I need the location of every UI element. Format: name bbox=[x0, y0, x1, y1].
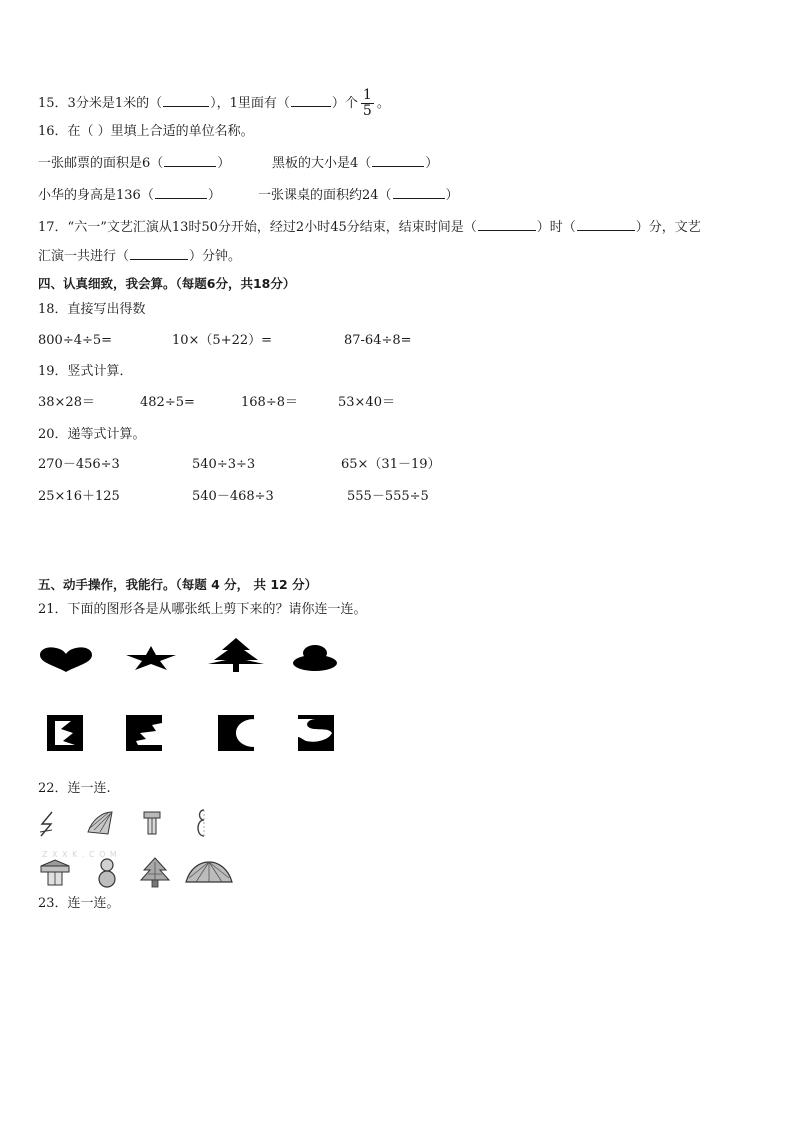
fraction-numerator: 1 bbox=[362, 87, 372, 103]
star-shape-icon[interactable] bbox=[125, 645, 177, 671]
question-23-title: 23．连一连。 bbox=[38, 896, 120, 911]
q16-blank-3[interactable] bbox=[155, 186, 207, 199]
q17-text-d: 汇演一共进行（ bbox=[38, 249, 130, 264]
q20-expr-2: 540÷3÷3 bbox=[192, 457, 256, 472]
q16-height-label: 小华的身高是136（ bbox=[38, 188, 154, 203]
section-4-heading: 四、认真细致，我会算。（每题6分，共18分） bbox=[38, 276, 296, 291]
house-half-sketch-icon[interactable] bbox=[142, 810, 162, 836]
snowman-eight-sketch-icon[interactable] bbox=[96, 856, 118, 888]
section-5-heading: 五、动手操作，我能行。（每题 4 分， 共 12 分） bbox=[38, 577, 318, 592]
umbrella-sketch-icon[interactable] bbox=[184, 860, 234, 886]
snowman-shape-icon[interactable] bbox=[292, 645, 338, 671]
q15-text-d: 。 bbox=[376, 96, 390, 111]
q17-blank-3[interactable] bbox=[130, 247, 188, 260]
q19-expr-4: 53×40＝ bbox=[338, 395, 395, 410]
q15-text-a: 15．3分米是1米的（ bbox=[38, 96, 163, 111]
q16-row-2-right bbox=[258, 186, 459, 206]
q16-close-paren: ） bbox=[445, 188, 459, 203]
q19-expr-1: 38×28＝ bbox=[38, 395, 95, 410]
house-sketch-icon[interactable] bbox=[40, 858, 70, 886]
q16-close-paren: ） bbox=[425, 156, 439, 171]
paper-piece-3-icon[interactable] bbox=[218, 715, 254, 751]
q15-blank-2[interactable] bbox=[291, 94, 331, 107]
q16-blank-1[interactable] bbox=[164, 154, 216, 167]
q16-row-1-right bbox=[272, 154, 438, 174]
q17-blank-1[interactable] bbox=[478, 218, 536, 231]
q20-expr-3: 65×（31－19） bbox=[341, 457, 441, 472]
q18-expr-3: 87-64÷8= bbox=[344, 333, 412, 348]
fraction-denominator: 5 bbox=[362, 103, 372, 119]
figure-eight-half-sketch-icon[interactable] bbox=[194, 808, 210, 838]
q15-text-c: ）个 bbox=[331, 96, 358, 111]
tree-shape-icon[interactable] bbox=[208, 638, 264, 672]
question-16-title: 16．在（ ）里填上合适的单位名称。 bbox=[38, 124, 254, 139]
q19-expr-2: 482÷5= bbox=[140, 395, 195, 410]
q16-row-1-left bbox=[38, 154, 230, 174]
q16-close-paren: ） bbox=[207, 188, 221, 203]
q20-expr-6: 555－555÷5 bbox=[347, 489, 429, 504]
q18-expr-2: 10×（5+22）= bbox=[172, 333, 273, 348]
question-15 bbox=[38, 88, 390, 119]
q15-text-b: ），1里面有（ bbox=[210, 96, 290, 111]
q17-blank-2[interactable] bbox=[577, 218, 635, 231]
question-17-line-1 bbox=[38, 218, 701, 238]
q17-text-a: 17．“六一”文艺汇演从13时50分开始，经过2小时45分结束，结束时间是（ bbox=[38, 220, 477, 235]
q20-expr-5: 540－468÷3 bbox=[192, 489, 274, 504]
question-19-title: 19．竖式计算． bbox=[38, 364, 133, 379]
heart-shape-icon[interactable] bbox=[38, 646, 94, 672]
q16-blackboard-label: 黑板的大小是4（ bbox=[272, 156, 372, 171]
q17-text-e: ）分钟。 bbox=[189, 249, 242, 264]
question-20-title: 20．递等式计算。 bbox=[38, 427, 146, 442]
q17-text-c: ）分，文艺 bbox=[635, 220, 701, 235]
lightning-sketch-icon[interactable] bbox=[38, 810, 58, 838]
paper-piece-1-icon[interactable] bbox=[47, 715, 83, 751]
faint-watermark-text: Z X X K . C O M bbox=[42, 850, 118, 859]
q16-stamp-label: 一张邮票的面积是6（ bbox=[38, 156, 164, 171]
paper-piece-4-icon[interactable] bbox=[298, 715, 334, 751]
q16-row-2-left bbox=[38, 186, 221, 206]
paper-piece-2-icon[interactable] bbox=[126, 715, 162, 751]
q16-close-paren: ） bbox=[217, 156, 231, 171]
q18-expr-1: 800÷4÷5= bbox=[38, 333, 113, 348]
q16-blank-2[interactable] bbox=[372, 154, 424, 167]
q16-blank-4[interactable] bbox=[393, 186, 445, 199]
question-18-title: 18．直接写出得数 bbox=[38, 302, 146, 317]
question-21-title: 21．下面的图形各是从哪张纸上剪下来的？请你连一连。 bbox=[38, 602, 367, 617]
q20-expr-4: 25×16＋125 bbox=[38, 489, 120, 504]
fraction-one-fifth bbox=[361, 88, 374, 119]
question-17-line-2 bbox=[38, 247, 241, 267]
q19-expr-3: 168÷8＝ bbox=[241, 395, 298, 410]
q20-expr-1: 270－456÷3 bbox=[38, 457, 120, 472]
q16-desk-label: 一张课桌的面积约24（ bbox=[258, 188, 392, 203]
q17-text-b: ）时（ bbox=[536, 220, 576, 235]
q15-blank-1[interactable] bbox=[163, 94, 209, 107]
umbrella-half-sketch-icon[interactable] bbox=[86, 810, 114, 836]
question-22-title: 22．连一连. bbox=[38, 781, 111, 796]
tree-sketch-icon[interactable] bbox=[140, 856, 170, 888]
